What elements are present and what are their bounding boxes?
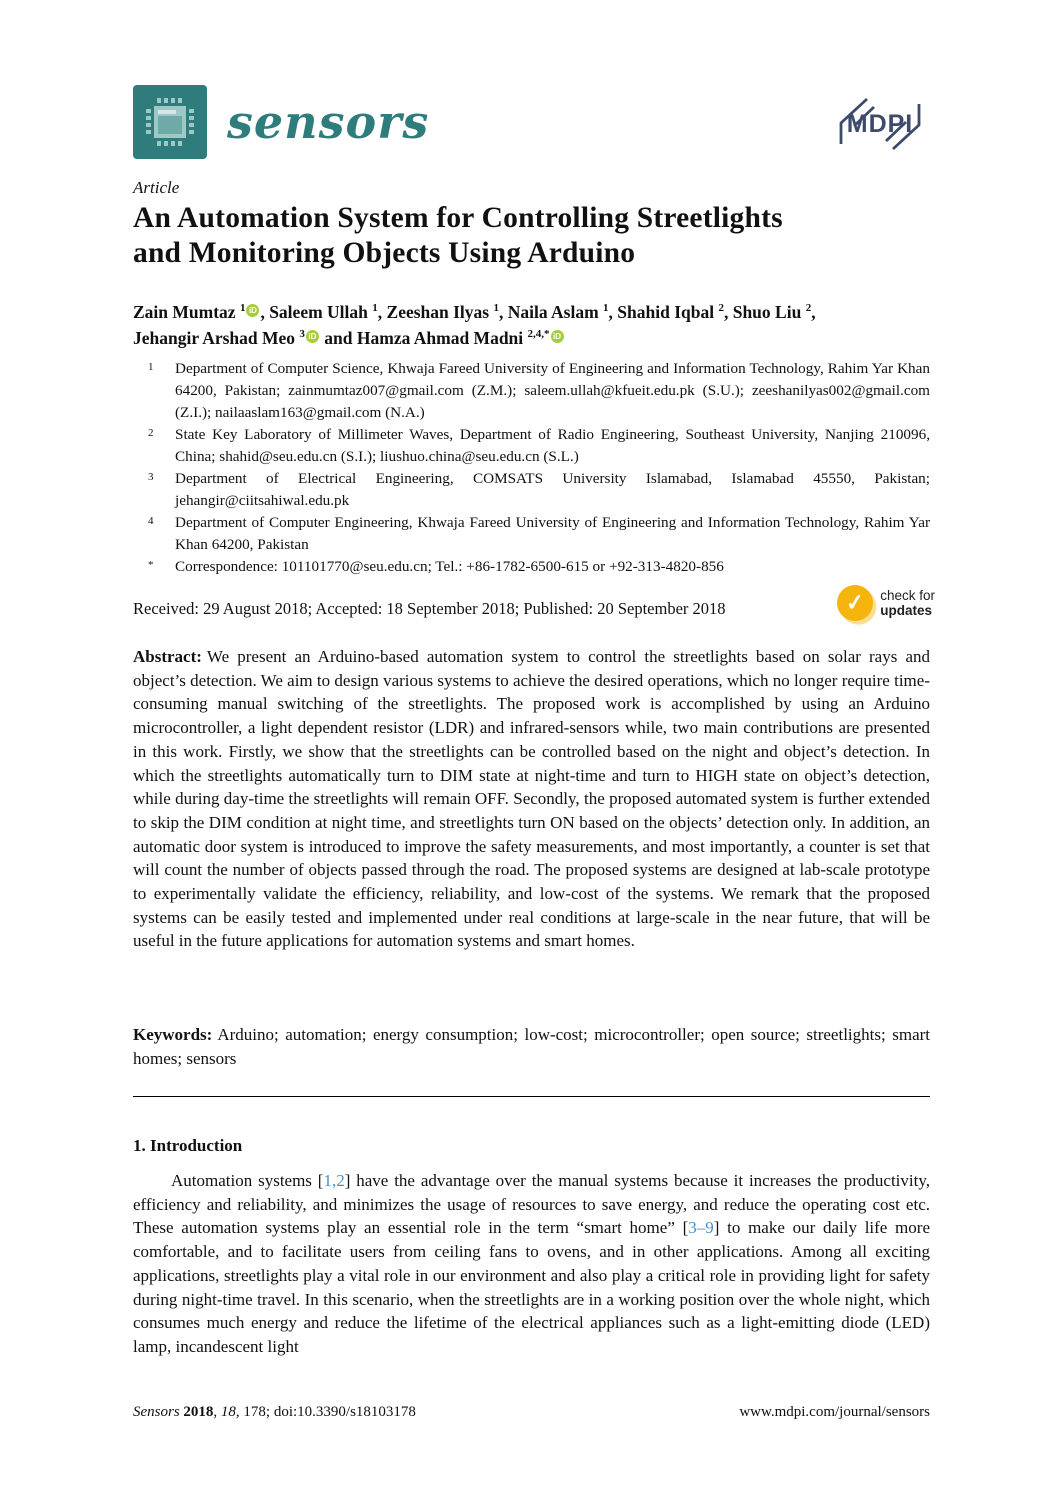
affiliation-text: Department of Computer Engineering, Khwaja Fareed University of Engineering and Information Technology, Rahim Yar Khan 64200, Pakistan — [175, 514, 930, 553]
keywords-paragraph — [133, 1023, 930, 1070]
affiliation-row — [133, 424, 930, 468]
orcid-icon[interactable]: iD — [551, 330, 564, 343]
orcid-icon[interactable]: iD — [306, 330, 319, 343]
title-line-2: and Monitoring Objects Using Arduino — [133, 237, 636, 269]
affiliation-marker: 2 — [148, 427, 154, 439]
affiliation-row — [133, 512, 930, 556]
affiliation-marker: 3 — [148, 471, 154, 483]
check-for-updates-badge[interactable] — [837, 585, 935, 621]
section-divider — [133, 1096, 930, 1097]
author-line: Zain Mumtaz $^1$ iD , Saleem Ullah $^1$, Zeeshan Ilyas $^1$, Naila Aslam $^1$, Shahid Iqbal $^2$, Shuo Liu $^2$, Jehangir Arshad Meo $^3$ iD and Hamza Ahmad Madni $^{2,4,*}$ iD — [133, 302, 816, 348]
title-line-1: An Automation System for Controlling Streetlights — [133, 202, 783, 234]
affiliation-marker: 4 — [148, 515, 154, 527]
journal-wordmark: sensors — [227, 95, 430, 149]
dates-line: Received: 29 August 2018; Accepted: 18 September 2018; Published: 20 September 2018 — [133, 599, 726, 618]
affiliation-marker: 1 — [148, 361, 154, 373]
page-header — [133, 85, 930, 165]
citation-link[interactable]: 1,2 — [323, 1171, 345, 1190]
correspondence-marker: * — [148, 559, 154, 571]
sensors-chip-icon — [133, 85, 207, 159]
sensors-logo — [133, 85, 429, 159]
abstract-text: We present an Arduino-based automation system to control the streetlights based on solar rays and object’s detection. We aim to design various systems to achieve the desired operations, which no longer require time-consuming manual switching of the streetlights. The proposed work is accomplished by using an Arduino microcontroller, a light dependent resistor (LDR) and infrared-sensors while, two main contributions are presented in this work. Firstly, we show that the streetlights can be controlled based on the night and object’s detection. In which the streetlights automatically turn to DIM state at night-time and turn to HIGH state on object’s detection, while during day-time the streetlights will remain OFF. Secondly, the proposed automated system is further extended to skip the DIM condition at night time, and streetlights turn ON based on the objects’ detection only. In addition, an automatic door system is introduced to improve the safety measurements, and most importantly, a counter is set that will count the number of objects passed through the road. The proposed systems are designed at lab-scale prototype to experimentally validate the efficiency, reliability, and low-cost of the systems. We remark that the proposed systems can be easily tested and implemented under real conditions at large-scale in the near future, that will be useful in the future applications for automation systems and smart homes. — [133, 647, 930, 951]
affiliation-text: Department of Computer Science, Khwaja Fareed University of Engineering and Information Technology, Rahim Yar Khan 64200, Pakistan; zainmumtaz007@gmail.com (Z.M.); saleem.ullah@kfueit.edu.pk (S.U.); zeeshanilyas002@gmail.com (Z.I.); nailaaslam163@gmail.com (N.A.) — [175, 360, 930, 421]
footer-citation: Sensors 2018, 18, 178; doi:10.3390/s18103178 — [133, 1404, 416, 1420]
affiliation-text: State Key Laboratory of Millimeter Waves, Department of Radio Engineering, Southeast University, Nanjing 210096, China; shahid@seu.edu.cn (S.I.); liushuo.china@seu.edu.cn (S.L.) — [175, 426, 930, 465]
badge-label — [880, 588, 935, 618]
keywords-text: Arduino; automation; energy consumption; low-cost; microcontroller; open source; streetlights; smart homes; sensors — [133, 1025, 930, 1068]
abstract-paragraph — [133, 645, 930, 953]
article-type-label: Article — [133, 178, 180, 197]
affiliation-text: Department of Electrical Engineering, COMSATS University Islamabad, Islamabad 45550, Pakistan; jehangir@ciitsahiwal.edu.pk — [175, 470, 930, 509]
correspondence-text: Correspondence: 101101770@seu.edu.cn; Tel.: +86-1782-6500-615 or +92-313-4820-856 — [175, 558, 724, 575]
affiliation-row — [133, 358, 930, 424]
badge-label-line1: check for — [880, 588, 935, 603]
footer-journal-url: www.mdpi.com/journal/sensors — [739, 1404, 930, 1420]
section-heading-introduction: 1. Introduction — [133, 1136, 243, 1155]
affiliation-row — [133, 468, 930, 512]
badge-label-line2: updates — [880, 603, 932, 618]
citation-link[interactable]: 3–9 — [688, 1218, 714, 1238]
keywords-label: Keywords: — [133, 1025, 213, 1044]
affiliations-list — [133, 358, 930, 578]
abstract-label: Abstract: — [133, 647, 202, 666]
orcid-icon[interactable]: iD — [246, 304, 259, 317]
correspondence-row — [133, 556, 930, 578]
checkmark-icon: ✓ — [835, 583, 875, 623]
page-title — [133, 201, 930, 271]
introduction-paragraph: Automation systems [1,2] have the advantage over the manual systems because it increases the productivity, efficiency and reliability, and minimizes the usage of resources to save energy, and reduce the operating cost etc. These automation systems play an essential role in the term “smart home” [3–9] to make our daily life more comfortable, and to facilitate users from ceiling fans to ovens, and in other applications. Among all exciting applications, streetlights play a vital role in our environment and also play a critical role in providing light for safety during night-time travel. In this scenario, when the streetlights are in a working position over the whole night, which consumes much energy and reduce the lifetime of the electrical appliances such as a light-emitting diode (LED) lamp, incandescent light — [133, 1171, 930, 1356]
mdpi-logo-text: MDPI — [846, 110, 914, 138]
mdpi-logo — [830, 91, 930, 157]
